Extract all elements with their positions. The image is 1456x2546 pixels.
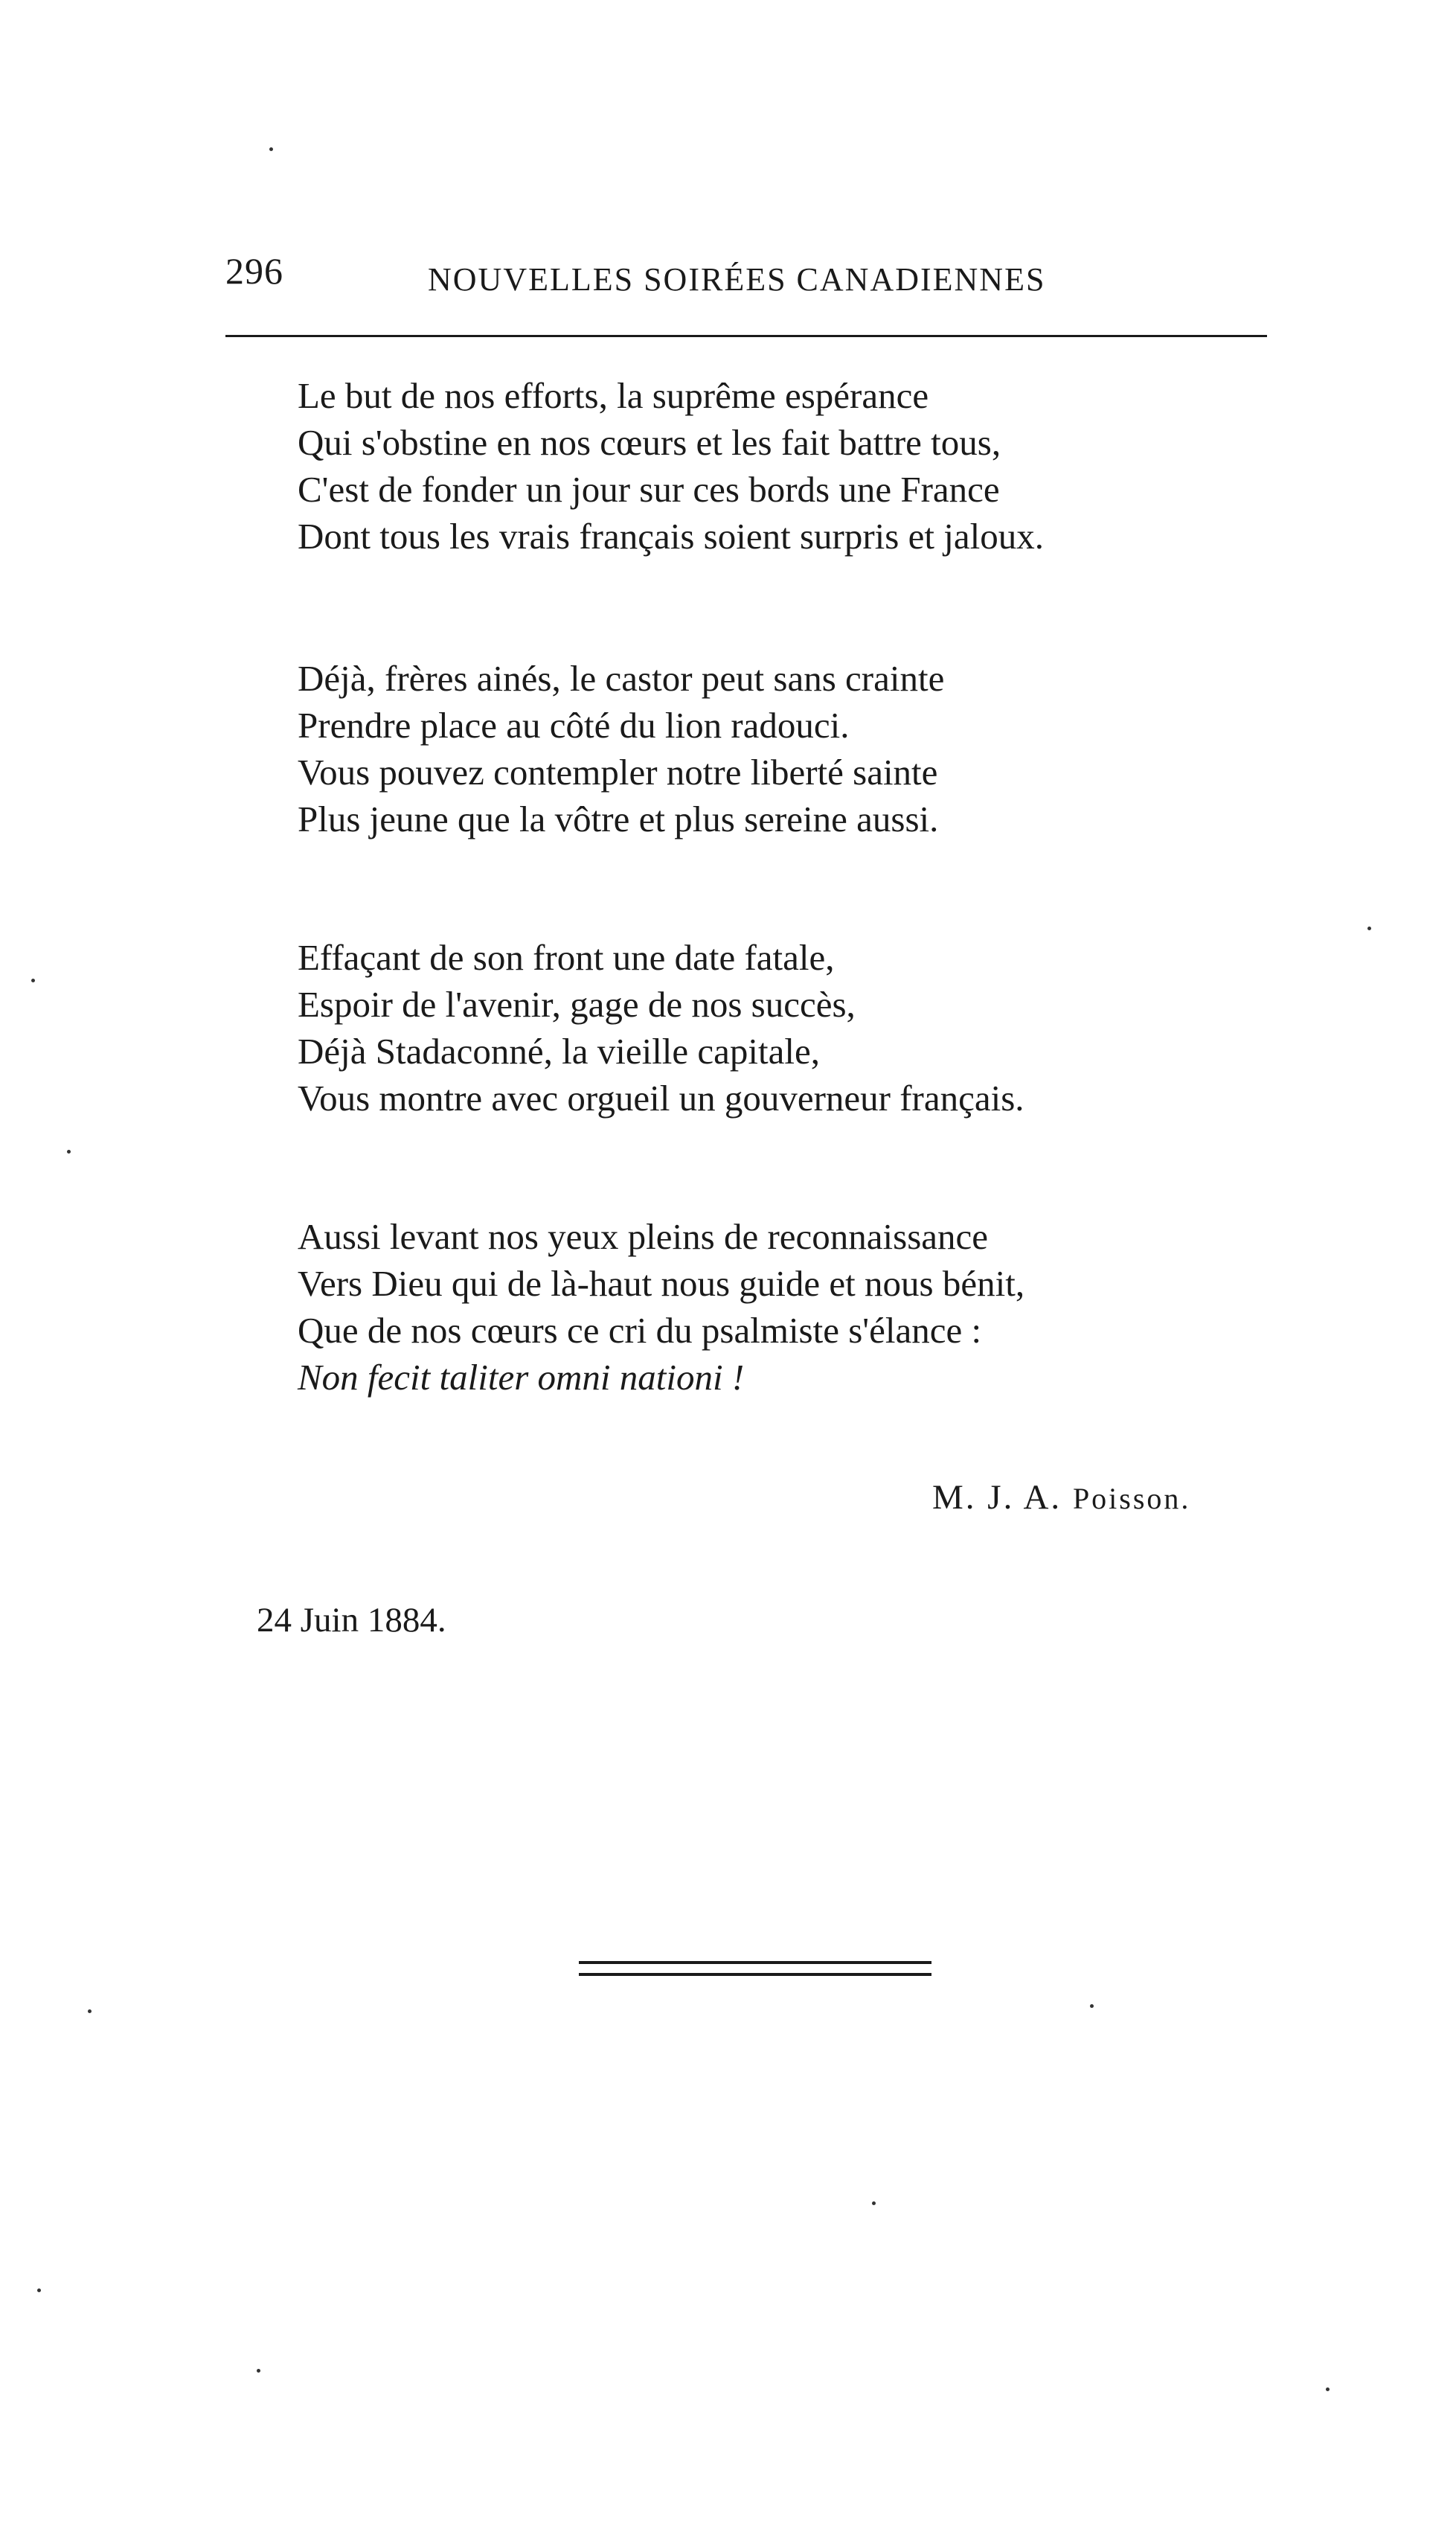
poem-date: 24 Juin 1884.: [257, 1601, 446, 1640]
header-rule: [225, 335, 1267, 337]
end-ornament-rule: [579, 1973, 931, 1976]
speck-mark: [67, 1150, 71, 1154]
stanza-3: [298, 934, 1024, 1122]
speck-mark: [257, 2369, 260, 2373]
stanza-4: [298, 1213, 1024, 1401]
verse-line: C'est de fonder un jour sur ces bords une France: [298, 469, 1000, 510]
verse-line: Déjà Stadaconné, la vieille capitale,: [298, 1031, 821, 1072]
stanza-1: [298, 372, 1044, 560]
verse-line: Plus jeune que la vôtre et plus sereine aussi.: [298, 799, 939, 839]
verse-line: Prendre place au côté du lion radouci.: [298, 705, 850, 746]
speck-mark: [88, 2009, 92, 2013]
author-signature: [932, 1477, 1190, 1517]
verse-line: Déjà, frères ainés, le castor peut sans crainte: [298, 658, 945, 699]
verse-line: Que de nos cœurs ce cri du psalmiste s'élance :: [298, 1310, 982, 1351]
verse-line: Espoir de l'avenir, gage de nos succès,: [298, 984, 856, 1025]
latin-verse-line: Non fecit taliter omni nationi !: [298, 1357, 745, 1398]
speck-mark: [1090, 2004, 1094, 2008]
speck-mark: [1326, 2387, 1330, 2391]
verse-line: Dont tous les vrais français soient surpris et jaloux.: [298, 516, 1044, 557]
running-title: NOUVELLES SOIRÉES CANADIENNES: [428, 261, 1046, 298]
speck-mark: [31, 979, 35, 982]
speck-mark: [269, 147, 273, 151]
speck-mark: [872, 2201, 876, 2205]
page-number: 296: [225, 250, 283, 292]
author-initials: M. J. A.: [932, 1478, 1062, 1517]
verse-line: Le but de nos efforts, la suprême espérance: [298, 375, 929, 416]
verse-line: Vous montre avec orgueil un gouverneur français.: [298, 1078, 1024, 1119]
verse-line: Effaçant de son front une date fatale,: [298, 937, 835, 978]
end-ornament-rule: [579, 1961, 931, 1964]
speck-mark: [1367, 927, 1371, 930]
stanza-2: [298, 655, 944, 842]
verse-line: Vers Dieu qui de là-haut nous guide et nous bénit,: [298, 1263, 1025, 1304]
verse-line: Qui s'obstine en nos cœurs et les fait battre tous,: [298, 422, 1001, 463]
speck-mark: [37, 2288, 41, 2292]
verse-line: Vous pouvez contempler notre liberté sainte: [298, 752, 938, 793]
verse-line: Aussi levant nos yeux pleins de reconnaissance: [298, 1216, 989, 1257]
author-surname: Poisson.: [1072, 1482, 1191, 1515]
